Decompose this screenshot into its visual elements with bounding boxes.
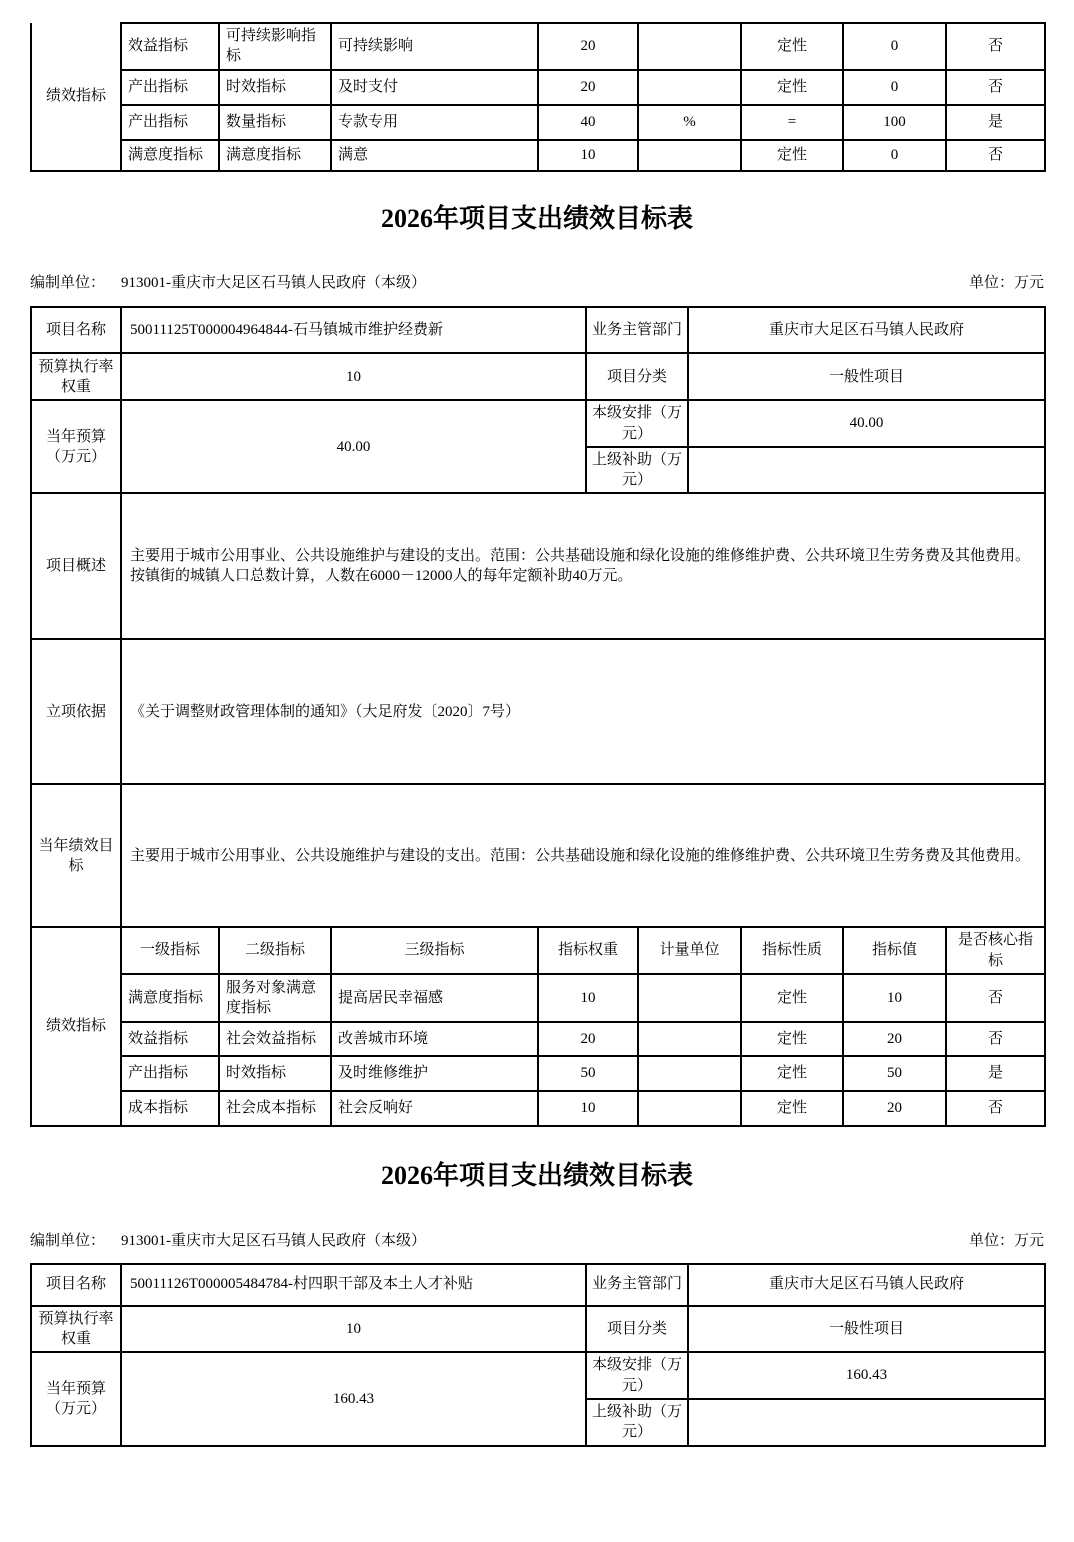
indicator-nature: 定性 bbox=[741, 1022, 843, 1056]
table-row bbox=[31, 353, 1045, 400]
department-label: 业务主管部门 bbox=[586, 307, 688, 353]
page-title: 2026年项目支出绩效目标表 bbox=[380, 203, 693, 233]
measure-unit bbox=[638, 1022, 741, 1056]
local-arrangement-value: 40.00 bbox=[688, 400, 1045, 447]
level1-indicator: 效益指标 bbox=[121, 1022, 219, 1056]
local-arrangement-label: 本级安排（万元） bbox=[586, 400, 688, 447]
prepared-by-label: 编制单位： bbox=[30, 1232, 106, 1249]
table-row bbox=[31, 140, 1045, 171]
level1-indicator: 满意度指标 bbox=[121, 140, 219, 171]
superior-subsidy-value bbox=[688, 447, 1045, 494]
indicator-nature: 定性 bbox=[741, 1056, 843, 1091]
exec-rate-weight-value: 10 bbox=[121, 1306, 586, 1353]
level2-indicator: 可持续影响指标 bbox=[219, 23, 331, 70]
exec-rate-weight-label: 预算执行率权重 bbox=[31, 353, 121, 400]
indicator-nature: = bbox=[741, 105, 843, 140]
indicator-weight: 20 bbox=[538, 70, 638, 105]
perf-group-label: 绩效指标 bbox=[31, 927, 121, 1126]
project-name-label: 项目名称 bbox=[31, 307, 121, 353]
table-row bbox=[31, 784, 1045, 927]
exec-rate-weight-label: 预算执行率权重 bbox=[31, 1306, 121, 1353]
level3-indicator: 专款专用 bbox=[331, 105, 538, 140]
unit-note: 单位：万元 bbox=[968, 1232, 1044, 1249]
measure-unit bbox=[638, 70, 741, 105]
basis-label: 立项依据 bbox=[31, 639, 121, 784]
overview-text: 主要用于城市公用事业、公共设施维护与建设的支出。范围：公共基础设施和绿化设施的维修维护费、公共环境卫生劳务费及其他费用。按镇街的城镇人口总数计算，人数在6000－12000人的每年定额补助40万元。 bbox=[121, 493, 1045, 639]
header-nature: 指标性质 bbox=[741, 927, 843, 974]
page-title-2: 2026年项目支出绩效目标表 bbox=[380, 1160, 693, 1190]
prepared-by bbox=[30, 271, 426, 292]
is-core-indicator: 否 bbox=[946, 1022, 1045, 1056]
table-row bbox=[31, 307, 1045, 353]
indicator-nature: 定性 bbox=[741, 23, 843, 70]
overview-label: 项目概述 bbox=[31, 493, 121, 639]
category-value: 一般性项目 bbox=[688, 353, 1045, 400]
is-core-indicator: 否 bbox=[946, 974, 1045, 1022]
project2-table bbox=[30, 1263, 1046, 1447]
local-arrangement-label: 本级安排（万元） bbox=[586, 1352, 688, 1399]
level3-indicator: 社会反响好 bbox=[331, 1091, 538, 1126]
measure-unit bbox=[638, 974, 741, 1022]
project-name-value: 50011125T000004964844-石马镇城市维护经费新 bbox=[121, 307, 586, 353]
annual-budget-value: 160.43 bbox=[121, 1352, 586, 1446]
prepared-by-label: 编制单位： bbox=[30, 275, 106, 292]
document-page bbox=[30, 22, 1044, 1447]
table-row bbox=[31, 400, 1045, 447]
table-row bbox=[31, 1264, 1045, 1306]
is-core-indicator: 否 bbox=[946, 23, 1045, 70]
superior-subsidy-label: 上级补助（万元） bbox=[586, 447, 688, 494]
superior-subsidy-label: 上级补助（万元） bbox=[586, 1399, 688, 1446]
indicator-weight: 20 bbox=[538, 1022, 638, 1056]
header-core: 是否核心指标 bbox=[946, 927, 1045, 974]
table-row bbox=[31, 1022, 1045, 1056]
is-core-indicator: 否 bbox=[946, 1091, 1045, 1126]
annual-budget-value: 40.00 bbox=[121, 400, 586, 493]
category-label: 项目分类 bbox=[586, 1306, 688, 1353]
level1-indicator: 产出指标 bbox=[121, 70, 219, 105]
indicator-nature: 定性 bbox=[741, 1091, 843, 1126]
exec-rate-weight-value: 10 bbox=[121, 353, 586, 400]
header-unit: 计量单位 bbox=[638, 927, 741, 974]
category-value: 一般性项目 bbox=[688, 1306, 1045, 1353]
category-label: 项目分类 bbox=[586, 353, 688, 400]
department-value: 重庆市大足区石马镇人民政府 bbox=[688, 307, 1045, 353]
project-name-label: 项目名称 bbox=[31, 1264, 121, 1306]
is-core-indicator: 是 bbox=[946, 105, 1045, 140]
measure-unit bbox=[638, 140, 741, 171]
table-row bbox=[31, 1306, 1045, 1353]
table-row bbox=[31, 493, 1045, 639]
level2-indicator: 时效指标 bbox=[219, 1056, 331, 1091]
indicator-weight: 20 bbox=[538, 23, 638, 70]
indicator-value: 20 bbox=[843, 1022, 946, 1056]
level1-indicator: 满意度指标 bbox=[121, 974, 219, 1022]
level3-indicator: 可持续影响 bbox=[331, 23, 538, 70]
header-value: 指标值 bbox=[843, 927, 946, 974]
indicator-value: 0 bbox=[843, 23, 946, 70]
indicator-weight: 50 bbox=[538, 1056, 638, 1091]
project-name-value: 50011126T000005484784-村四职干部及本土人才补贴 bbox=[121, 1264, 586, 1306]
indicator-weight: 10 bbox=[538, 974, 638, 1022]
level2-indicator: 社会成本指标 bbox=[219, 1091, 331, 1126]
measure-unit bbox=[638, 23, 741, 70]
indicator-nature: 定性 bbox=[741, 70, 843, 105]
level2-indicator: 满意度指标 bbox=[219, 140, 331, 171]
indicator-weight: 10 bbox=[538, 140, 638, 171]
carryover-indicator-table bbox=[30, 22, 1046, 172]
level3-indicator: 改善城市环境 bbox=[331, 1022, 538, 1056]
meta-line bbox=[30, 271, 1044, 292]
indicator-header-row bbox=[31, 927, 1045, 974]
measure-unit bbox=[638, 1091, 741, 1126]
annual-target-text: 主要用于城市公用事业、公共设施维护与建设的支出。范围：公共基础设施和绿化设施的维修维护费、公共环境卫生劳务费及其他费用。 bbox=[121, 784, 1045, 927]
level1-indicator: 成本指标 bbox=[121, 1091, 219, 1126]
measure-unit: % bbox=[638, 105, 741, 140]
prepared-by-value: 913001-重庆市大足区石马镇人民政府（本级） bbox=[121, 1232, 427, 1249]
meta-line-2 bbox=[30, 1229, 1044, 1250]
header-level3: 三级指标 bbox=[331, 927, 538, 974]
level3-indicator: 满意 bbox=[331, 140, 538, 171]
superior-subsidy-value bbox=[688, 1399, 1045, 1446]
project1-table bbox=[30, 306, 1046, 928]
level2-indicator: 时效指标 bbox=[219, 70, 331, 105]
project1-indicator-table bbox=[30, 926, 1046, 1127]
table-row bbox=[31, 639, 1045, 784]
table-row bbox=[31, 1352, 1045, 1399]
department-value: 重庆市大足区石马镇人民政府 bbox=[688, 1264, 1045, 1306]
indicator-weight: 10 bbox=[538, 1091, 638, 1126]
prepared-by bbox=[30, 1229, 426, 1250]
header-level2: 二级指标 bbox=[219, 927, 331, 974]
level3-indicator: 提高居民幸福感 bbox=[331, 974, 538, 1022]
indicator-value: 20 bbox=[843, 1091, 946, 1126]
level3-indicator: 及时支付 bbox=[331, 70, 538, 105]
level3-indicator: 及时维修维护 bbox=[331, 1056, 538, 1091]
indicator-value: 10 bbox=[843, 974, 946, 1022]
table-row bbox=[31, 105, 1045, 140]
header-weight: 指标权重 bbox=[538, 927, 638, 974]
annual-target-label: 当年绩效目标 bbox=[31, 784, 121, 927]
perf-group-label: 绩效指标 bbox=[31, 23, 121, 171]
department-label: 业务主管部门 bbox=[586, 1264, 688, 1306]
prepared-by-value: 913001-重庆市大足区石马镇人民政府（本级） bbox=[121, 275, 427, 292]
level2-indicator: 社会效益指标 bbox=[219, 1022, 331, 1056]
indicator-weight: 40 bbox=[538, 105, 638, 140]
indicator-value: 50 bbox=[843, 1056, 946, 1091]
level1-indicator: 产出指标 bbox=[121, 1056, 219, 1091]
level1-indicator: 效益指标 bbox=[121, 23, 219, 70]
annual-budget-label: 当年预算（万元） bbox=[31, 1352, 121, 1446]
is-core-indicator: 否 bbox=[946, 70, 1045, 105]
table-row bbox=[31, 1091, 1045, 1126]
header-level1: 一级指标 bbox=[121, 927, 219, 974]
local-arrangement-value: 160.43 bbox=[688, 1352, 1045, 1399]
level1-indicator: 产出指标 bbox=[121, 105, 219, 140]
basis-text: 《关于调整财政管理体制的通知》（大足府发〔2020〕7号） bbox=[121, 639, 1045, 784]
level2-indicator: 服务对象满意度指标 bbox=[219, 974, 331, 1022]
indicator-value: 0 bbox=[843, 140, 946, 171]
indicator-value: 100 bbox=[843, 105, 946, 140]
table-row bbox=[31, 70, 1045, 105]
table-row bbox=[31, 23, 1045, 70]
indicator-nature: 定性 bbox=[741, 974, 843, 1022]
measure-unit bbox=[638, 1056, 741, 1091]
is-core-indicator: 否 bbox=[946, 140, 1045, 171]
level2-indicator: 数量指标 bbox=[219, 105, 331, 140]
indicator-nature: 定性 bbox=[741, 140, 843, 171]
unit-note: 单位：万元 bbox=[968, 275, 1044, 292]
table-row bbox=[31, 974, 1045, 1022]
table-row bbox=[31, 1056, 1045, 1091]
indicator-value: 0 bbox=[843, 70, 946, 105]
annual-budget-label: 当年预算（万元） bbox=[31, 400, 121, 493]
is-core-indicator: 是 bbox=[946, 1056, 1045, 1091]
